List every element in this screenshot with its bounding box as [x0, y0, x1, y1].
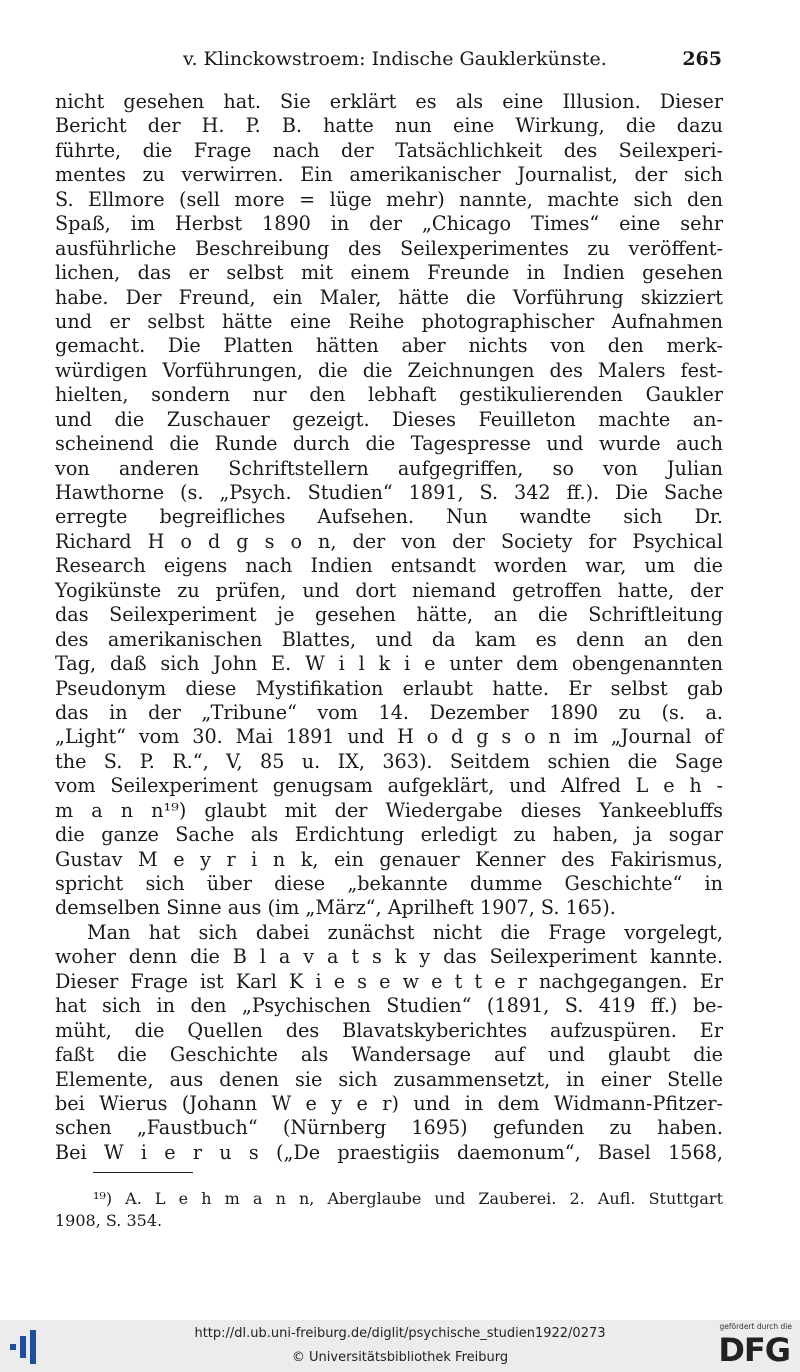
page-number: 265 — [682, 48, 722, 70]
text-line: demselben Sinne aus (im „März“, Aprilheft 1907, S. 165). — [55, 896, 616, 920]
text-line: woher denn die B l a v a t s k y das Seilexperiment kannte. — [55, 945, 723, 969]
copyright-notice: © Universitätsbibliothek Freiburg — [291, 1350, 509, 1365]
footnote-rule — [93, 1172, 193, 1173]
running-header — [55, 48, 722, 78]
dfg-funding-caption: gefördert durch die — [719, 1322, 792, 1331]
text-line: Man hat sich dabei zunächst nicht die Frage vorgelegt, — [87, 920, 723, 944]
text-line: nicht gesehen hat. Sie erklärt es als eine Illusion. Dieser — [55, 90, 723, 113]
text-line: Elemente, aus denen sie sich zusammensetzt, in einer Stelle — [55, 1067, 723, 1091]
text-line: Pseudonym diese Mystifikation erlaubt hatte. Er selbst gab — [55, 676, 723, 700]
text-line: „Light“ vom 30. Mai 1891 und H o d g s o n im „Journal of — [55, 725, 723, 749]
text-line: Spaß, im Herbst 1890 in der „Chicago Times“ eine sehr — [55, 212, 723, 236]
text-line: würdigen Vorführungen, die die Zeichnungen des Malers fest- — [55, 358, 723, 382]
text-line: Tag, daß sich John E. W i l k i e unter dem obengenannten — [55, 652, 723, 676]
running-title: v. Klinckowstroem: Indische Gauklerkünste. — [183, 48, 607, 70]
text-line: spricht sich über diese „bekannte dumme Geschichte“ in — [55, 872, 723, 895]
text-line: Bericht der H. P. B. hatte nun eine Wirkung, die dazu — [55, 114, 723, 138]
text-line: gemacht. Die Platten hätten aber nichts von den merk- — [55, 334, 723, 358]
text-line: mentes zu verwirren. Ein amerikanischer Journalist, der sich — [55, 163, 723, 187]
text-line: Richard H o d g s o n, der von der Society for Psychical — [55, 529, 723, 553]
text-line: das Seilexperiment je gesehen hätte, an die Schriftleitung — [55, 603, 723, 627]
text-line: Research eigens nach Indien entsandt worden war, um die — [55, 554, 723, 578]
dfg-logo: DFG — [718, 1331, 790, 1369]
text-line: das in der „Tribune“ vom 14. Dezember 1890 zu (s. a. — [55, 700, 723, 724]
footnotes — [55, 1188, 723, 1232]
text-line: schen „Faustbuch“ (Nürnberg 1695) gefunden zu haben. — [55, 1116, 723, 1140]
text-line: Hawthorne (s. „Psych. Studien“ 1891, S. 342 ff.). Die Sache — [55, 481, 723, 504]
text-line: Gustav M e y r i n k, ein genauer Kenner des Fakirismus, — [55, 847, 723, 871]
text-line: von anderen Schriftstellern aufgegriffen, so von Julian — [55, 456, 723, 480]
footnote-19-line-2: 1908, S. 354. — [55, 1211, 163, 1230]
text-line: des amerikanischen Blattes, und da kam es denn an den — [55, 627, 723, 651]
text-line: scheinend die Runde durch die Tagespresse und wurde auch — [55, 432, 723, 456]
text-line: und die Zuschauer gezeigt. Dieses Feuilleton machte an- — [55, 407, 723, 431]
body-text — [55, 90, 723, 1165]
text-line: führte, die Frage nach der Tatsächlichkeit des Seilexperi- — [55, 138, 723, 162]
text-line: the S. P. R.“, V, 85 u. IX, 363). Seitdem schien die Sage — [55, 749, 723, 773]
text-line: S. Ellmore (sell more = lüge mehr) nannte, machte sich den — [55, 187, 723, 211]
text-line: m a n n¹⁹) glaubt mit der Wiedergabe dieses Yankeebluffs — [55, 798, 723, 822]
text-line: erregte begreifliches Aufsehen. Nun wandte sich Dr. — [55, 505, 723, 529]
text-line: Dieser Frage ist Karl K i e s e w e t t e r nachgegangen. Er — [55, 969, 723, 993]
text-line: ausführliche Beschreibung des Seilexperimentes zu veröffent- — [55, 236, 723, 260]
footnote-19-line-1: ¹⁹) A. L e h m a n n, Aberglaube und Zauberei. 2. Aufl. Stuttgart — [93, 1189, 723, 1208]
text-line: vom Seilexperiment genugsam aufgeklärt, und Alfred L e h - — [55, 774, 723, 798]
text-line: hielten, sondern nur den lebhaft gestikulierenden Gaukler — [55, 383, 723, 407]
text-line: Bei W i e r u s („De praestigiis daemonum“, Basel 1568, — [55, 1140, 723, 1164]
digital-library-link[interactable]: http://dl.ub.uni-freiburg.de/diglit/psychische_studien1922/0273 — [194, 1326, 606, 1341]
text-line: die ganze Sache als Erdichtung erledigt zu haben, ja sogar — [55, 823, 723, 847]
text-line: bei Wierus (Johann W e y e r) und in dem Widmann-Pfitzer- — [55, 1091, 723, 1115]
text-line: und er selbst hätte eine Reihe photographischer Aufnahmen — [55, 309, 723, 333]
text-line: faßt die Geschichte als Wandersage auf und glaubt die — [55, 1043, 723, 1067]
text-line: müht, die Quellen des Blavatskyberichtes aufzuspüren. Er — [55, 1018, 723, 1042]
text-line: habe. Der Freund, ein Maler, hätte die Vorführung skizziert — [55, 285, 723, 309]
text-line: hat sich in den „Psychischen Studien“ (1891, S. 419 ff.) be- — [55, 994, 723, 1018]
text-line: lichen, das er selbst mit einem Freunde in Indien gesehen — [55, 261, 723, 285]
text-line: Yogikünste zu prüfen, und dort niemand getroffen hatte, der — [55, 578, 723, 602]
